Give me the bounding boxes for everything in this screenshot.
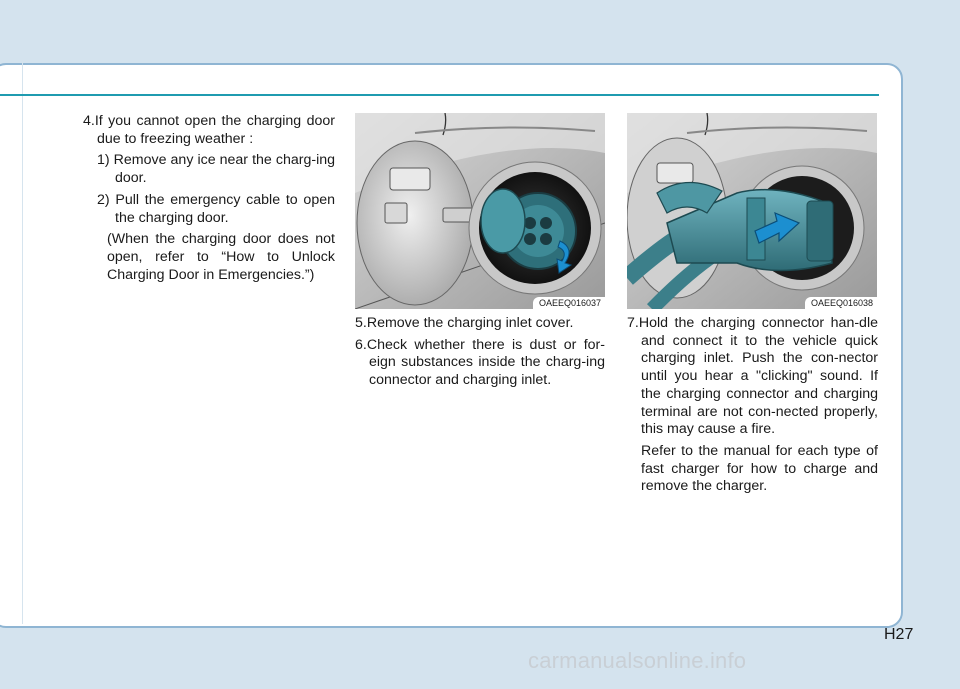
step-5: 5.Remove the charging inlet cover.	[355, 315, 574, 331]
step-7-note: Refer to the manual for each type of fast charger for how to charge and remove the charger.	[641, 442, 878, 495]
header-rule	[0, 94, 879, 96]
step-4: 4.If you cannot open the charging door due to freezing weather :	[83, 113, 335, 147]
step-4-substep-1: 1) Remove any ice near the charg-ing door.	[97, 152, 335, 187]
left-column	[83, 113, 335, 288]
middle-column	[355, 315, 605, 394]
figure-charging-connector	[627, 113, 877, 309]
right-column	[627, 315, 878, 500]
step-7: 7.Hold the charging connector han-dle and connect it to the vehicle quick charging inlet. Push the con-nector until you hear a "clicking" sound. If the charging connector and charging terminal are not con-nected properly, this may cause a fire.	[627, 315, 878, 438]
page-number: H27	[884, 626, 914, 643]
charging-connector-illustration	[627, 113, 877, 309]
charging-inlet-illustration	[355, 113, 605, 309]
step-4-substep-2: 2) Pull the emergency cable to open the charging door.	[97, 191, 335, 226]
figure-code: OAEEQ016037	[533, 297, 605, 309]
margin-rule	[22, 63, 23, 624]
figure-code: OAEEQ016038	[805, 297, 877, 309]
step-4-note: (When the charging door does not open, refer to “How to Unlock Charging Door in Emergencies.”)	[107, 231, 335, 283]
step-6: 6.Check whether there is dust or for-eign substances inside the charg-ing connector and charging inlet.	[355, 336, 605, 389]
watermark-text: carmanualsonline.info	[528, 648, 747, 673]
figure-charging-inlet	[355, 113, 605, 309]
